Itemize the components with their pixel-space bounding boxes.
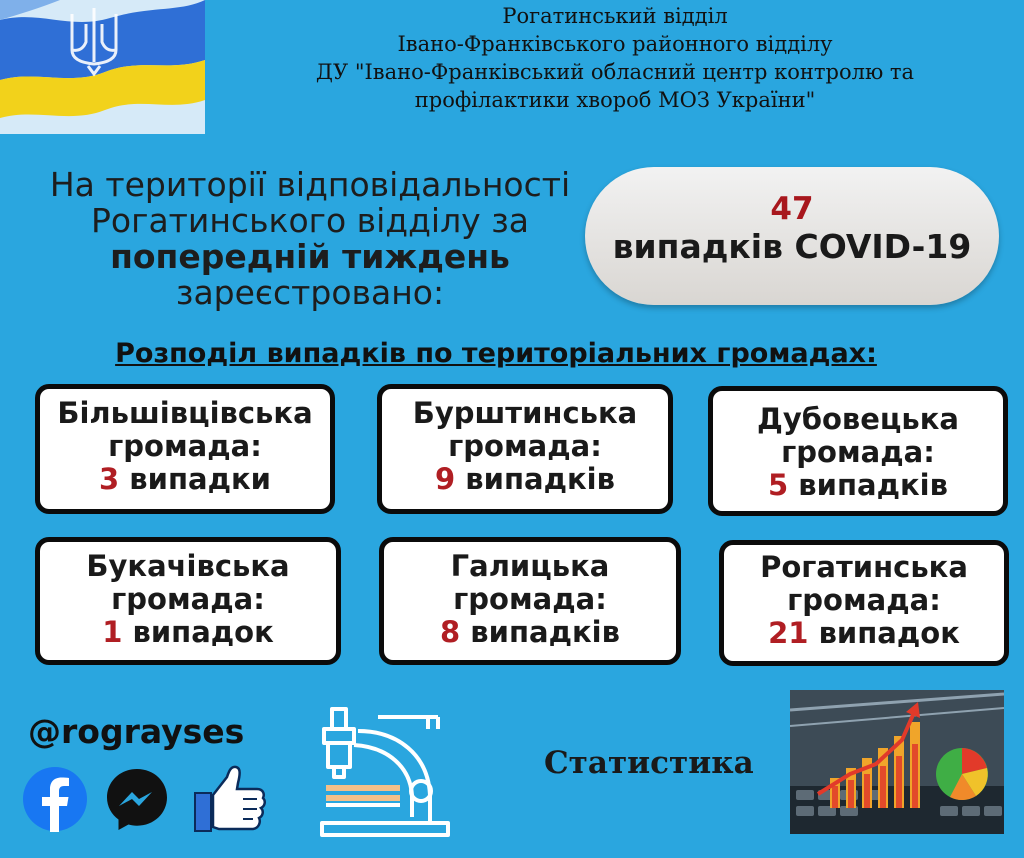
community-suffix: громада: [453, 582, 607, 616]
community-cases: 8 випадків [440, 615, 620, 649]
community-cases: 3 випадки [99, 462, 271, 496]
header-line-2: Івано-Франківського районного відділу [397, 32, 833, 56]
facebook-icon[interactable] [22, 766, 88, 832]
community-name: Галицька [450, 549, 610, 583]
intro-text [20, 167, 600, 311]
thumbs-up-icon[interactable] [193, 763, 267, 835]
total-cases-label: випадків COVID-19 [612, 227, 972, 266]
community-card [377, 384, 673, 514]
social-handle[interactable]: @rograyses [28, 712, 245, 751]
community-card [35, 384, 335, 514]
intro-line-1: На території відповідальності [49, 165, 571, 204]
community-name: Дубовецька [756, 402, 959, 436]
community-suffix: громада: [108, 429, 262, 463]
header-line-1: Рогатинський відділ [502, 4, 728, 28]
community-cases: 21 випадок [768, 616, 960, 650]
community-cases: 1 випадок [102, 615, 274, 649]
trident-icon [66, 4, 122, 78]
community-cases: 9 випадків [435, 462, 615, 496]
intro-line-2: Рогатинського відділу за [91, 201, 529, 240]
community-suffix: громада: [787, 583, 941, 617]
statistics-label: Статистика [544, 745, 754, 781]
community-card [35, 537, 341, 665]
total-cases-count: 47 [770, 191, 814, 227]
intro-line-3: попередній тиждень [110, 237, 510, 276]
community-card [379, 537, 681, 665]
community-name: Рогатинська [760, 550, 968, 584]
messenger-icon[interactable] [104, 766, 170, 832]
community-name: Більшівцівська [57, 396, 313, 430]
statistics-chart-image [790, 690, 1004, 834]
total-cases-badge [585, 167, 999, 305]
header-line-3: ДУ "Івано-Франківський обласний центр контролю та [315, 60, 915, 84]
community-name: Букачівська [86, 549, 290, 583]
organization-header [215, 2, 1015, 114]
intro-line-4: зареєстровано: [175, 273, 445, 312]
community-card [719, 540, 1009, 666]
community-card [708, 386, 1008, 516]
community-suffix: громада: [781, 435, 935, 469]
distribution-title: Розподіл випадків по територіальних громадах: [115, 338, 877, 369]
community-name: Бурштинська [412, 396, 638, 430]
community-suffix: громада: [111, 582, 265, 616]
community-suffix: громада: [448, 429, 602, 463]
community-cases: 5 випадків [768, 468, 948, 502]
microscope-icon [318, 705, 456, 840]
header-line-4: профілактики хвороб МОЗ України" [414, 88, 816, 112]
ukraine-flag-image [0, 0, 205, 134]
